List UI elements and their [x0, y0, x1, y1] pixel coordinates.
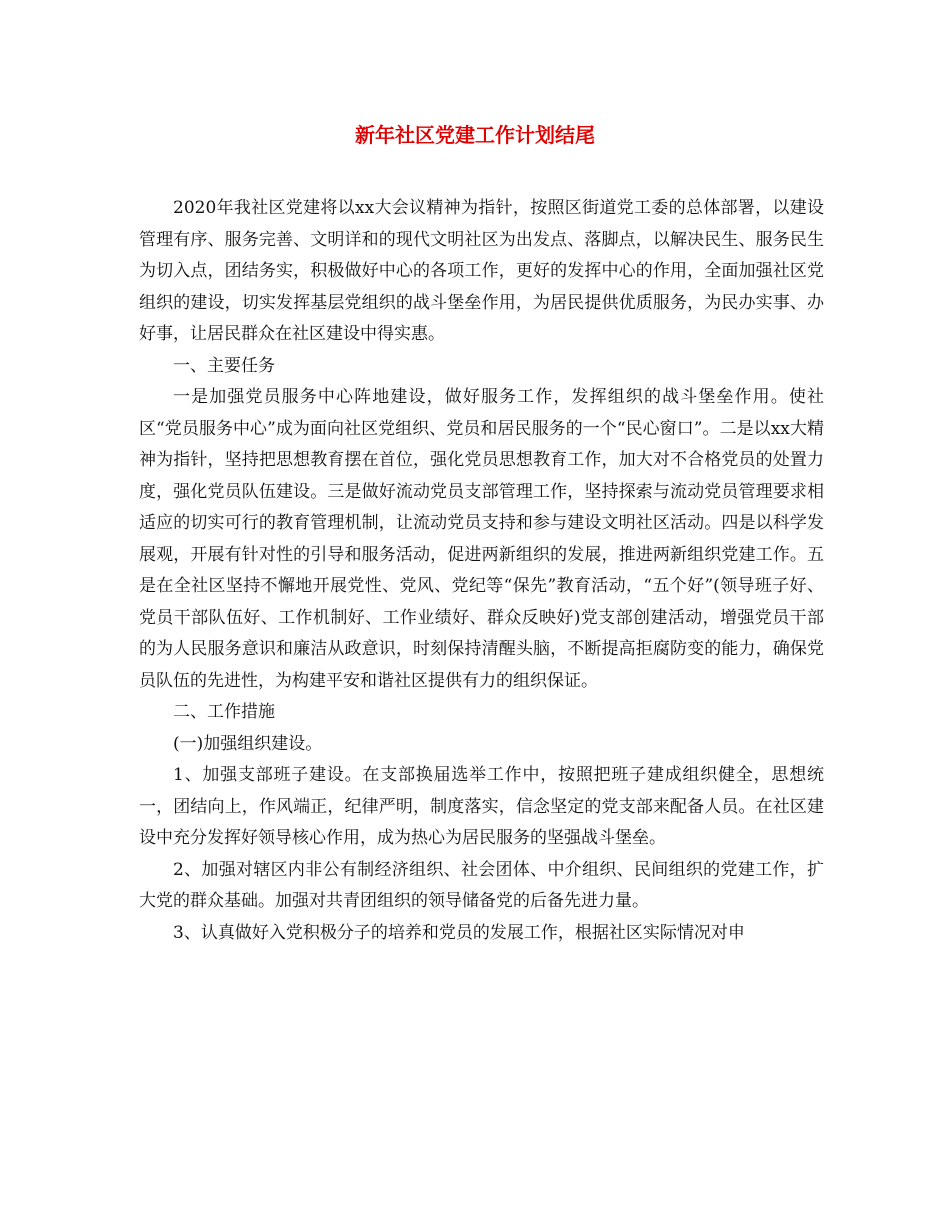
- document-body: [139, 193, 824, 949]
- section-heading-main-tasks: 一、主要任务: [173, 355, 275, 376]
- paragraph-main-tasks: 一是加强党员服务中心阵地建设，做好服务工作，发挥组织的战斗堡垒作用。使社区“党员服务中心”成为面向社区党组织、党员和居民服务的一个“民心窗口”。二是以xx大精神为指针，坚持把思想教育摆在首位，强化党员思想教育工作，加大对不合格党员的处置力度，强化党员队伍建设。三是做好流动党员支部管理工作，坚持探索与流动党员管理要求相适应的切实可行的教育管理机制，让流动党员支持和参与建设文明社区活动。四是以科学发展观，开展有针对性的引导和服务活动，促进两新组织的发展，推进两新组织党建工作。五是在全社区坚持不懈地开展党性、党风、党纪等“保先”教育活动，“五个好”(领导班子好、党员干部队伍好、工作机制好、工作业绩好、群众反映好)党支部创建活动，增强党员干部的为人民服务意识和廉洁从政意识，时刻保持清醒头脑，不断提高拒腐防变的能力，确保党员队伍的先进性，为构建平安和谐社区提供有力的组织保证。: [139, 387, 824, 691]
- document-title: 新年社区党建工作计划结尾: [355, 123, 595, 147]
- paragraph-item-2: 2、加强对辖区内非公有制经济组织、社会团体、中介组织、民间组织的党建工作，扩大党的群众基础。加强对共青团组织的领导储备党的后备先进力量。: [139, 859, 824, 911]
- paragraph-intro: 2020年我社区党建将以xx大会议精神为指针，按照区街道党工委的总体部署，以建设管理有序、服务完善、文明详和的现代文明社区为出发点、落脚点，以解决民生、服务民生为切入点，团结务实，积极做好中心的各项工作，更好的发挥中心的作用，全面加强社区党组织的建设，切实发挥基层党组织的战斗堡垒作用，为居民提供优质服务，为民办实事、办好事，让居民群众在社区建设中得实惠。: [139, 198, 824, 344]
- section-heading-work-measures: 二、工作措施: [173, 702, 275, 722]
- subsection-heading-organization: (一)加强组织建设。: [173, 733, 323, 754]
- paragraph-item-1: 1、加强支部班子建设。在支部换届选举工作中，按照把班子建成组织健全，思想统一，团结向上，作风端正，纪律严明，制度落实，信念坚定的党支部来配备人员。在社区建设中充分发挥好领导核心作用，成为热心为居民服务的坚强战斗堡垒。: [139, 765, 824, 848]
- paragraph-item-3: 3、认真做好入党积极分子的培养和党员的发展工作，根据社区实际情况对申: [173, 922, 745, 943]
